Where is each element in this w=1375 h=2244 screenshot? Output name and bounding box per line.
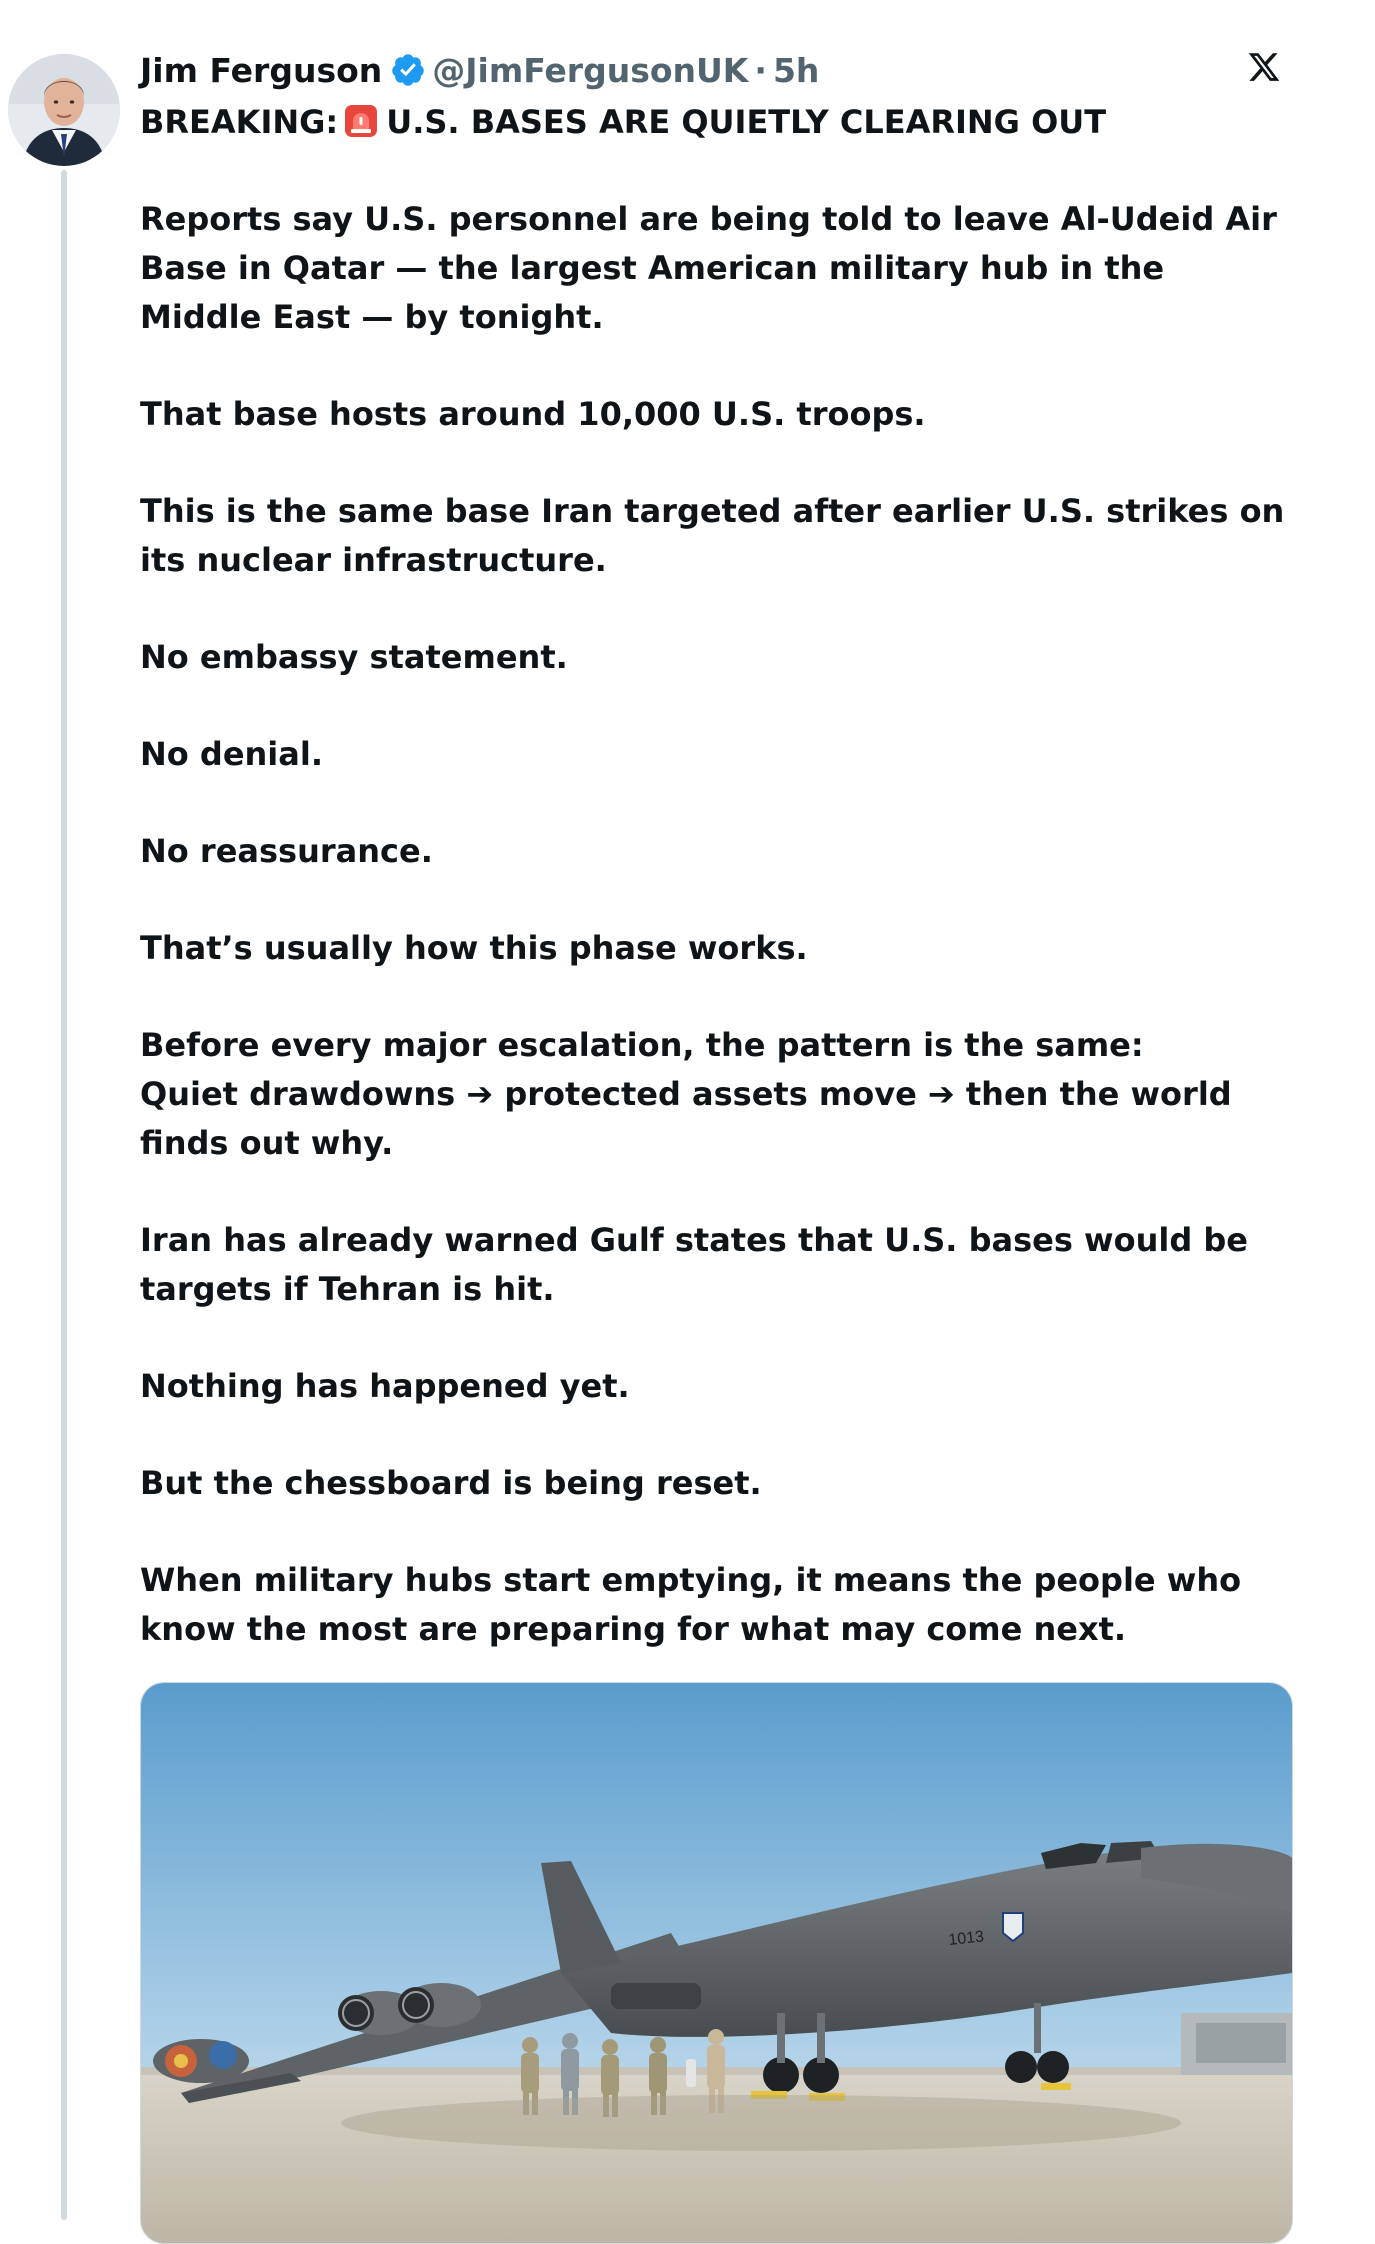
- tweet-paragraph: Iran has already warned Gulf states that U.S. bases would be targets if Tehran is hit.: [140, 1221, 1248, 1308]
- author-avatar[interactable]: [8, 54, 120, 166]
- tweet-paragraph: This is the same base Iran targeted after earlier U.S. strikes on its nuclear infrastructure.: [140, 492, 1285, 579]
- tweet-paragraph: No denial.: [140, 735, 323, 773]
- tweet-paragraph: But the chessboard is being reset.: [140, 1464, 762, 1502]
- separator-dot: ·: [754, 50, 767, 90]
- author-handle[interactable]: @JimFergusonUK: [432, 50, 749, 90]
- author-name[interactable]: Jim Ferguson: [140, 50, 383, 90]
- verified-badge-icon: [390, 52, 426, 88]
- headline-prefix: BREAKING:: [140, 103, 339, 141]
- tweet-paragraph: Before every major escalation, the pattern is the same: Quiet drawdowns ➔ protected assets move ➔ then the world finds out why.: [140, 1026, 1232, 1162]
- tweet-paragraph: Nothing has happened yet.: [140, 1367, 630, 1405]
- headline-text: U.S. BASES ARE QUIETLY CLEARING OUT: [386, 103, 1107, 141]
- tweet-paragraph: When military hubs start emptying, it means the people who know the most are preparing for what may come next.: [140, 1561, 1242, 1648]
- tweet-paragraph: Reports say U.S. personnel are being told to leave Al-Udeid Air Base in Qatar — the largest American military hub in the Middle East — by tonight.: [140, 200, 1277, 336]
- tweet-paragraph: That base hosts around 10,000 U.S. troops.: [140, 395, 926, 433]
- tail-number: 1013: [947, 1928, 985, 1949]
- thread-line: [61, 170, 67, 2220]
- tweet-paragraph: No embassy statement.: [140, 638, 568, 676]
- tweet-paragraph: No reassurance.: [140, 832, 433, 870]
- x-logo-icon[interactable]: [1247, 50, 1281, 84]
- tweet-headline: [140, 98, 1290, 147]
- tweet-header: [140, 46, 819, 94]
- tweet-media-photo[interactable]: [140, 1682, 1293, 2244]
- tweet-text: [140, 98, 1290, 1702]
- b52-bomber-photo: [141, 1683, 1292, 2243]
- tweet-timestamp[interactable]: 5h: [772, 50, 820, 90]
- rotating-light-icon: [344, 104, 378, 138]
- tweet-paragraph: That’s usually how this phase works.: [140, 929, 808, 967]
